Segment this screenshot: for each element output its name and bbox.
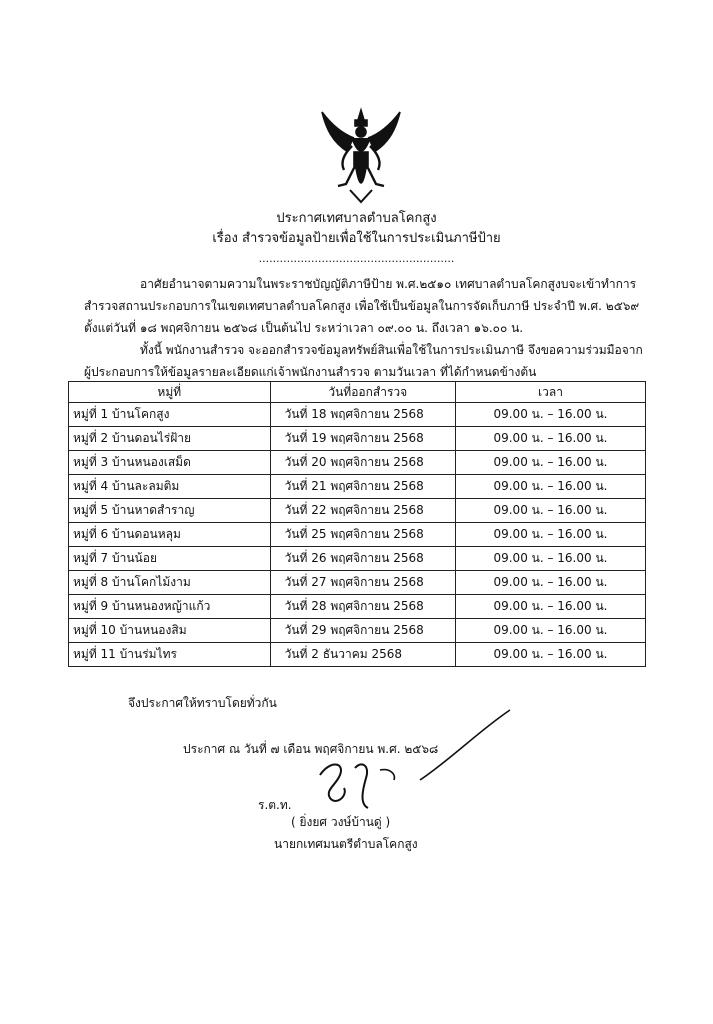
time-cell: 09.00 น. – 16.00 น. <box>455 403 645 427</box>
time-cell: 09.00 น. – 16.00 น. <box>455 475 645 499</box>
table-row <box>69 403 646 427</box>
date-cell: วันที่ 22 พฤศจิกายน 2568 <box>270 499 455 523</box>
village-cell: หมู่ที่ 7 บ้านน้อย <box>69 547 271 571</box>
village-cell: หมู่ที่ 6 บ้านดอนหลุม <box>69 523 271 547</box>
table-row <box>69 595 646 619</box>
table-row <box>69 619 646 643</box>
village-cell: หมู่ที่ 8 บ้านโคกไม้งาม <box>69 571 271 595</box>
village-cell: หมู่ที่ 5 บ้านหาดสำราญ <box>69 499 271 523</box>
dotted-separator: ........................................................ <box>258 252 455 265</box>
announcement-date: ประกาศ ณ วันที่ ๗ เดือน พฤศจิกายน พ.ศ. ๒๕๖๘ <box>183 742 439 756</box>
time-cell: 09.00 น. – 16.00 น. <box>455 547 645 571</box>
time-cell: 09.00 น. – 16.00 น. <box>455 643 645 667</box>
date-cell: วันที่ 28 พฤศจิกายน 2568 <box>270 595 455 619</box>
acting-rank: ร.ต.ท. <box>258 798 292 812</box>
table-row <box>69 427 646 451</box>
date-cell: วันที่ 27 พฤศจิกายน 2568 <box>270 571 455 595</box>
announcement-title: ประกาศเทศบาลตำบลโคกสูง <box>276 211 437 226</box>
table-header-row <box>69 382 646 403</box>
table-row <box>69 571 646 595</box>
table-row <box>69 643 646 667</box>
body-line-4: ทั้งนี้ พนักงานสำรวจ จะออกสำรวจข้อมูลทรัพย์สินเพื่อใช้ในการประเมินภาษี จึงขอความร่วมมือจาก <box>140 343 643 357</box>
handwritten-signature-icon <box>300 700 520 820</box>
time-cell: 09.00 น. – 16.00 น. <box>455 499 645 523</box>
date-cell: วันที่ 18 พฤศจิกายน 2568 <box>270 403 455 427</box>
date-cell: วันที่ 25 พฤศจิกายน 2568 <box>270 523 455 547</box>
village-cell: หมู่ที่ 4 บ้านละลมติม <box>69 475 271 499</box>
village-cell: หมู่ที่ 9 บ้านหนองหญ้าแก้ว <box>69 595 271 619</box>
village-cell: หมู่ที่ 1 บ้านโคกสูง <box>69 403 271 427</box>
signer-name: ( ยิ่งยศ วงษ์บ้านดู่ ) <box>291 815 391 829</box>
garuda-emblem-icon <box>318 106 404 206</box>
time-cell: 09.00 น. – 16.00 น. <box>455 595 645 619</box>
date-cell: วันที่ 26 พฤศจิกายน 2568 <box>270 547 455 571</box>
announcement-subject: เรื่อง สำรวจข้อมูลป้ายเพื่อใช้ในการประเมินภาษีป้าย <box>212 231 501 246</box>
closing-statement: จึงประกาศให้ทราบโดยทั่วกัน <box>128 696 277 710</box>
survey-schedule-table <box>68 381 646 667</box>
date-cell: วันที่ 21 พฤศจิกายน 2568 <box>270 475 455 499</box>
header-time: เวลา <box>455 382 645 403</box>
date-cell: วันที่ 29 พฤศจิกายน 2568 <box>270 619 455 643</box>
body-line-3: ตั้งแต่วันที่ ๑๘ พฤศจิกายน ๒๕๖๘ เป็นต้นไป ระหว่าเวลา ๐๙.๐๐ น. ถึงเวลา ๑๖.๐๐ น. <box>84 321 524 335</box>
date-cell: วันที่ 2 ธันวาคม 2568 <box>270 643 455 667</box>
header-village: หมู่ที่ <box>69 382 271 403</box>
table-row <box>69 547 646 571</box>
time-cell: 09.00 น. – 16.00 น. <box>455 571 645 595</box>
time-cell: 09.00 น. – 16.00 น. <box>455 523 645 547</box>
village-cell: หมู่ที่ 11 บ้านร่มไทร <box>69 643 271 667</box>
table-row <box>69 499 646 523</box>
table-row <box>69 451 646 475</box>
date-cell: วันที่ 20 พฤศจิกายน 2568 <box>270 451 455 475</box>
village-cell: หมู่ที่ 3 บ้านหนองเสม็ด <box>69 451 271 475</box>
date-cell: วันที่ 19 พฤศจิกายน 2568 <box>270 427 455 451</box>
table-row <box>69 523 646 547</box>
body-line-5: ผู้ประกอบการให้ข้อมูลรายละเอียดแก่เจ้าพนักงานสำรวจ ตามวันเวลา ที่ได้กำหนดข้างต้น <box>84 365 537 379</box>
header-date: วันที่ออกสำรวจ <box>270 382 455 403</box>
signer-title: นายกเทศมนตรีตำบลโคกสูง <box>274 837 418 851</box>
body-line-1: อาศัยอำนาจตามความในพระราชบัญญัติภาษีป้าย พ.ศ.๒๕๑๐ เทศบาลตำบลโคกสูงบจะเข้าทำการ <box>140 277 637 291</box>
table-row <box>69 475 646 499</box>
time-cell: 09.00 น. – 16.00 น. <box>455 619 645 643</box>
time-cell: 09.00 น. – 16.00 น. <box>455 451 645 475</box>
village-cell: หมู่ที่ 10 บ้านหนองสิม <box>69 619 271 643</box>
body-line-2: สำรวจสถานประกอบการในเขตเทศบาลตำบลโคกสูง เพื่อใช้เป็นข้อมูลในการจัดเก็บภาษี ประจำปี พ.ศ. ๒๕๖๙ <box>84 299 640 313</box>
village-cell: หมู่ที่ 2 บ้านดอนไร่ฝ้าย <box>69 427 271 451</box>
time-cell: 09.00 น. – 16.00 น. <box>455 427 645 451</box>
